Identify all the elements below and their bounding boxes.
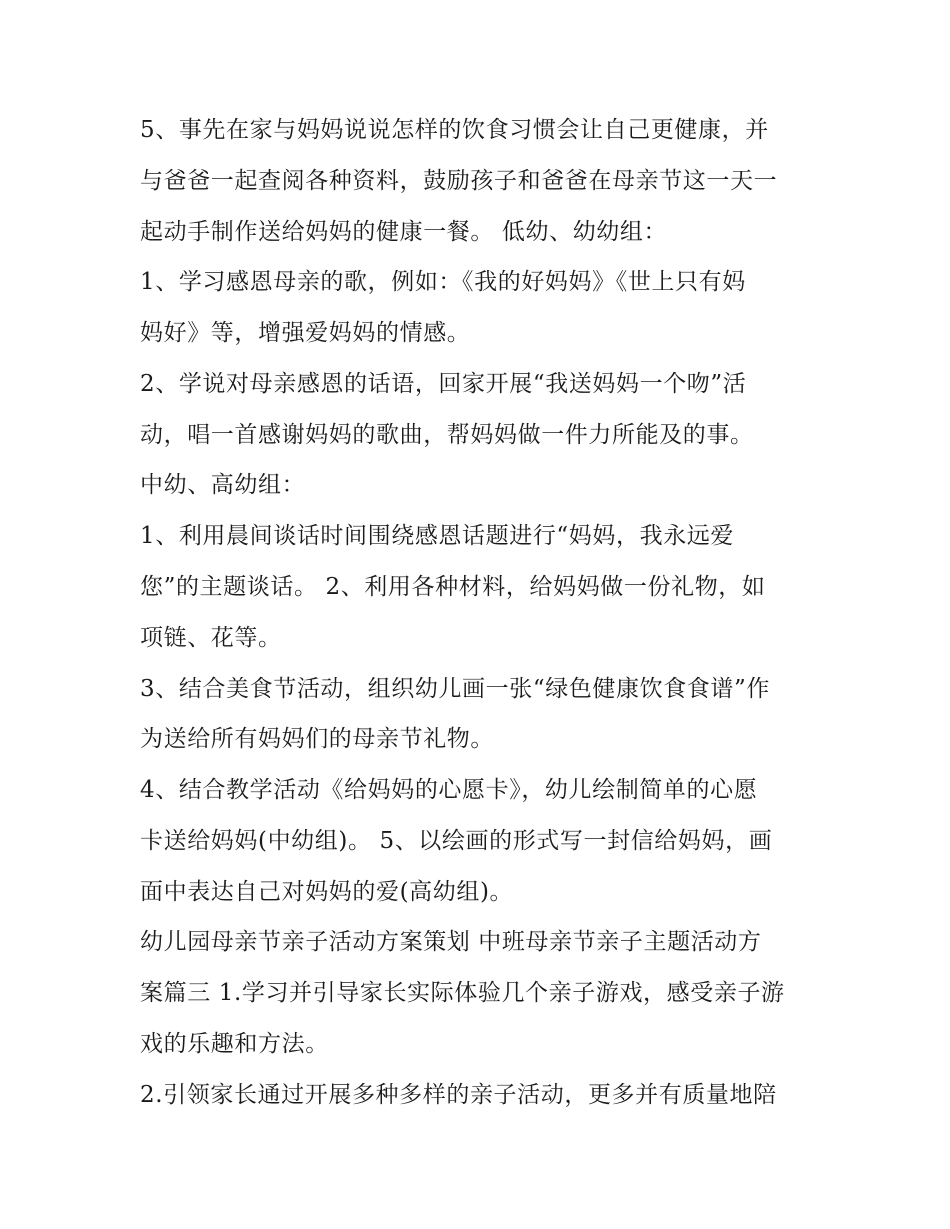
text-line: 项链、花等。: [140, 625, 282, 651]
text-line: 与爸爸一起查阅各种资料，鼓励孩子和爸爸在母亲节这一天一: [140, 168, 778, 194]
text-line: 幼儿园母亲节亲子活动方案策划 中班母亲节亲子主题活动方: [140, 929, 762, 955]
text-line: 3、结合美食节活动，组织幼儿画一张“绿色健康饮食食谱”作: [140, 676, 770, 702]
text-line: 4、结合教学活动《给妈妈的心愿卡》，幼儿绘制简单的心愿: [140, 777, 758, 803]
text-line: 动，唱一首感谢妈妈的歌曲，帮妈妈做一件力所能及的事。: [140, 422, 754, 448]
text-line: 卡送给妈妈(中幼组)。 5、以绘画的形式写一封信给妈妈，画: [140, 828, 773, 854]
text-line: 案篇三 1.学习并引导家长实际体验几个亲子游戏，感受亲子游: [140, 980, 785, 1006]
text-line: 中幼、高幼组：: [140, 472, 306, 498]
text-line: 2.引领家长通过开展多种多样的亲子活动，更多并有质量地陪: [140, 1082, 777, 1108]
text-line: 戏的乐趣和方法。: [140, 1031, 329, 1057]
text-line: 您”的主题谈话。 2、利用各种材料，给妈妈做一份礼物，如: [140, 574, 766, 600]
text-line: 1、学习感恩母亲的歌，例如：《我的好妈妈》《世上只有妈: [140, 269, 746, 295]
text-line: 起动手制作送给妈妈的健康一餐。 低幼、幼幼组：: [140, 219, 668, 245]
text-line: 1、利用晨间谈话时间围绕感恩话题进行“妈妈，我永远爱: [140, 523, 734, 549]
text-line: 为送给所有妈妈们的母亲节礼物。: [140, 726, 494, 752]
text-line: 2、学说对母亲感恩的话语，回家开展“我送妈妈一个吻”活: [140, 371, 747, 397]
text-line: 妈好》等，增强爱妈妈的情感。: [140, 320, 471, 346]
text-line: 面中表达自己对妈妈的爱(高幼组)。: [140, 879, 514, 905]
text-line: 5、事先在家与妈妈说说怎样的饮食习惯会让自己更健康，并: [140, 117, 769, 143]
